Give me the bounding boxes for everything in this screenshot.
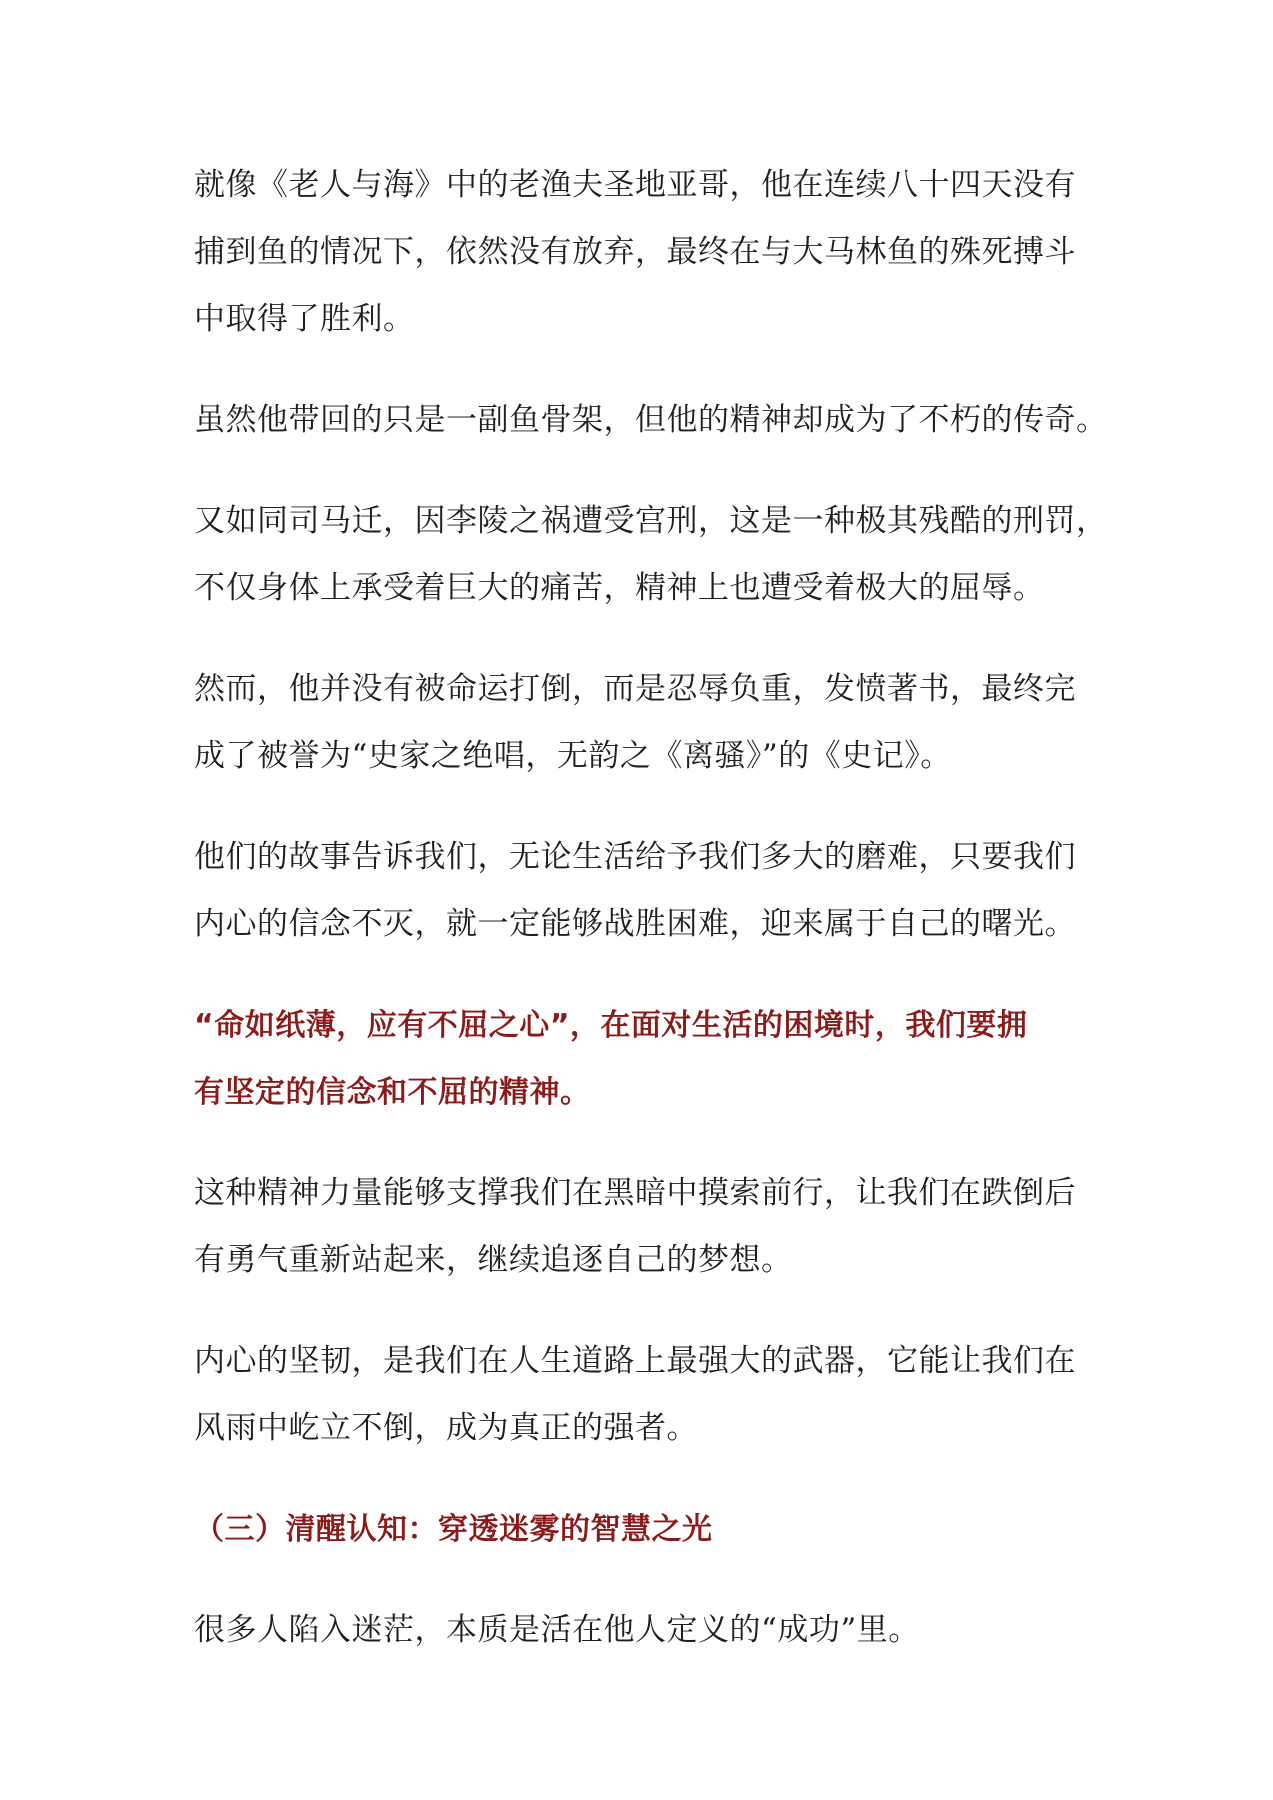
- text-line: 成了被誉为“史家之绝唱，无韵之《离骚》”的《史记》。: [194, 738, 952, 774]
- text-line: 就像《老人与海》中的老渔夫圣地亚哥，他在连续八十四天没有: [194, 167, 1076, 203]
- text-line: “命如纸薄，应有不屈之心”，在面对生活的困境时，我们要拥: [194, 1008, 1028, 1043]
- paragraph-shiji: [194, 656, 1094, 790]
- text-line: 他们的故事告诉我们，无论生活给予我们多大的磨难，只要我们: [194, 839, 1076, 875]
- paragraph-fish-skeleton: [194, 387, 1108, 454]
- text-line: 这种精神力量能够支撑我们在黑暗中摸索前行，让我们在跌倒后: [194, 1175, 1076, 1211]
- text-line: 内心的坚韧，是我们在人生道路上最强大的武器，它能让我们在: [194, 1343, 1076, 1379]
- section-heading: （三）清醒认知：穿透迷雾的智慧之光: [194, 1512, 713, 1547]
- paragraph-spiritual-power: [194, 1160, 1094, 1294]
- paragraph-santiago: [194, 152, 1094, 353]
- text-line: 内心的信念不灭，就一定能够战胜困难，迎来属于自己的曙光。: [194, 906, 1076, 942]
- text-line: 有坚定的信念和不屈的精神。: [194, 1075, 591, 1110]
- text-line: 有勇气重新站起来，继续追逐自己的梦想。: [194, 1242, 793, 1278]
- emphasis-quote-paragraph: [194, 992, 1094, 1126]
- text-line: 然而，他并没有被命运打倒，而是忍辱负重，发愤著书，最终完: [194, 671, 1076, 707]
- text-line: 虽然他带回的只是一副鱼骨架，但他的精神却成为了不朽的传奇。: [194, 402, 1108, 438]
- text-line: 中取得了胜利。: [194, 301, 415, 337]
- text-line: 风雨中屹立不倒，成为真正的强者。: [194, 1410, 698, 1446]
- paragraph-stories-lesson: [194, 824, 1094, 958]
- text-line: 不仅身体上承受着巨大的痛苦，精神上也遭受着极大的屈辱。: [194, 570, 1045, 606]
- paragraph-sima-qian: [194, 488, 1108, 622]
- paragraph-final: [194, 1597, 1094, 1664]
- paragraph-inner-resilience: [194, 1328, 1094, 1462]
- text-line: 捕到鱼的情况下，依然没有放弃，最终在与大马林鱼的殊死搏斗: [194, 234, 1076, 270]
- text-line: 很多人陷入迷茫，本质是活在他人定义的“成功”里。: [194, 1612, 920, 1648]
- text-line: 又如同司马迁，因李陵之祸遭受宫刑，这是一种极其残酷的刑罚，: [194, 503, 1108, 539]
- document-body: [194, 152, 1108, 1664]
